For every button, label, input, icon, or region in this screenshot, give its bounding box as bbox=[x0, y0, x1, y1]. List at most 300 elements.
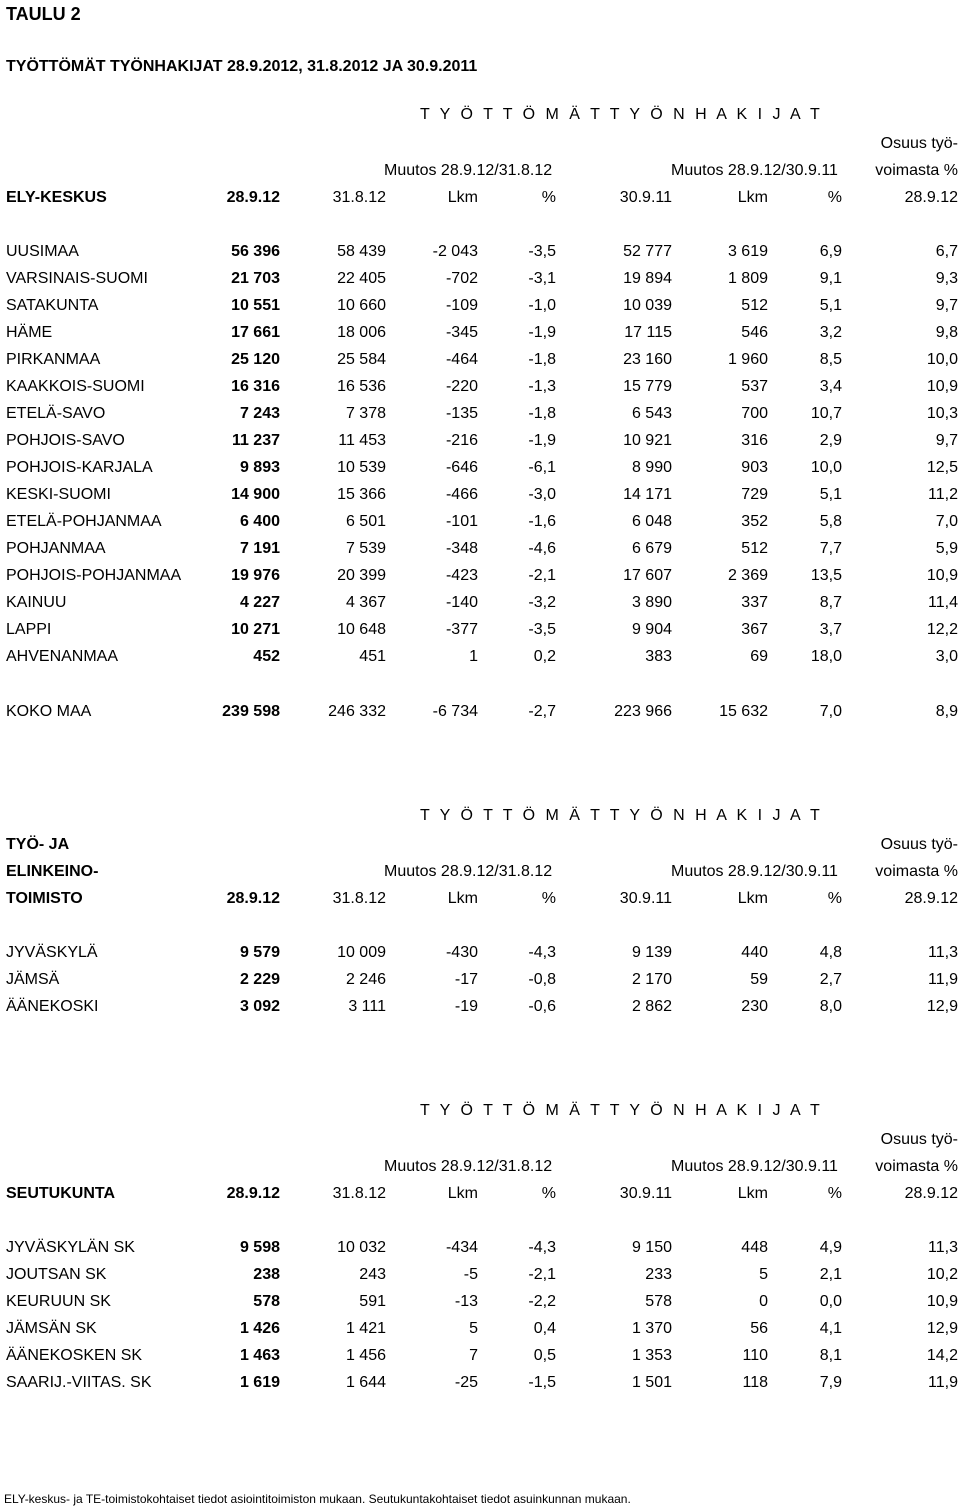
row-value: -1,9 bbox=[528, 324, 556, 341]
row-value: 512 bbox=[741, 540, 768, 557]
row-value: 233 bbox=[645, 1266, 672, 1283]
row-value: -140 bbox=[445, 594, 478, 611]
header-change-year: Muutos 28.9.12/30.9.11 bbox=[671, 1158, 838, 1175]
row-value: -1,9 bbox=[528, 432, 556, 449]
table-row bbox=[0, 402, 960, 428]
row-value: 56 396 bbox=[231, 243, 280, 260]
column-header: 31.8.12 bbox=[332, 1185, 386, 1202]
row-value: 700 bbox=[741, 405, 768, 422]
header-osuus-line-1: Osuus työ- bbox=[880, 836, 958, 853]
row-label: POHJOIS-SAVO bbox=[6, 432, 125, 449]
row-value: -2,1 bbox=[528, 1266, 556, 1283]
row-value: -702 bbox=[445, 270, 478, 287]
row-value: 22 405 bbox=[337, 270, 386, 287]
row-value: 729 bbox=[741, 486, 768, 503]
row-value: 243 bbox=[359, 1266, 386, 1283]
row-label: JÄMSÄN SK bbox=[6, 1320, 97, 1337]
row-value: -1,8 bbox=[528, 351, 556, 368]
row-value: -464 bbox=[445, 351, 478, 368]
total-value: 8,9 bbox=[935, 703, 958, 720]
row-value: 6,9 bbox=[819, 243, 842, 260]
row-value: -19 bbox=[454, 998, 478, 1015]
row-value: 56 bbox=[750, 1320, 768, 1337]
row-value: 17 661 bbox=[231, 324, 280, 341]
header-osuus-line-2: voimasta % bbox=[875, 1158, 958, 1175]
column-header: 28.9.12 bbox=[226, 189, 280, 206]
row-value: 9,7 bbox=[935, 297, 958, 314]
row-value: 7 539 bbox=[345, 540, 386, 557]
row-value: 10 271 bbox=[231, 621, 280, 638]
row-value: 7 378 bbox=[345, 405, 386, 422]
row-value: 10 032 bbox=[337, 1239, 386, 1256]
column-header: Lkm bbox=[447, 1185, 478, 1202]
row-value: 10,9 bbox=[926, 567, 958, 584]
row-value: 440 bbox=[741, 944, 768, 961]
header-label-line-3: TOIMISTO bbox=[6, 890, 83, 907]
row-value: -2 043 bbox=[432, 243, 478, 260]
table-number: TAULU 2 bbox=[6, 4, 81, 24]
row-value: 11,3 bbox=[928, 1239, 958, 1256]
row-value: 1 463 bbox=[239, 1347, 280, 1364]
row-value: 13,5 bbox=[810, 567, 842, 584]
row-value: -345 bbox=[445, 324, 478, 341]
row-value: 4,8 bbox=[819, 944, 842, 961]
row-value: 9,7 bbox=[935, 432, 958, 449]
row-value: 58 439 bbox=[337, 243, 386, 260]
row-label: JYVÄSKYLÄ bbox=[6, 944, 98, 961]
table-row bbox=[0, 1344, 960, 1370]
row-label: UUSIMAA bbox=[6, 243, 79, 260]
row-value: 1 bbox=[469, 648, 478, 665]
row-value: 15 366 bbox=[337, 486, 386, 503]
row-value: 7,0 bbox=[935, 513, 958, 530]
header-osuus-line-1: Osuus työ- bbox=[880, 1131, 958, 1148]
row-value: 2 170 bbox=[631, 971, 672, 988]
row-value: -646 bbox=[445, 459, 478, 476]
row-value: 9 598 bbox=[239, 1239, 280, 1256]
table-banner: T Y Ö T T Ö M Ä T T Y Ö N H A K I J A T bbox=[420, 807, 823, 824]
column-header: 28.9.12 bbox=[904, 1185, 958, 1202]
row-value: -3,1 bbox=[528, 270, 556, 287]
table-title: TYÖTTÖMÄT TYÖNHAKIJAT 28.9.2012, 31.8.2012 JA 30.9.2011 bbox=[6, 58, 478, 75]
table-row bbox=[0, 537, 960, 563]
row-value: 10 009 bbox=[337, 944, 386, 961]
row-value: 25 584 bbox=[337, 351, 386, 368]
footnote: ELY-keskus- ja TE-toimistokohtaiset tiedot asiointitoimiston mukaan. Seutukuntakohtaiset tiedot asuinkunnan mukaan. bbox=[4, 1492, 631, 1506]
row-value: 9 893 bbox=[239, 459, 280, 476]
row-value: 69 bbox=[750, 648, 768, 665]
row-value: 1 619 bbox=[239, 1374, 280, 1391]
row-value: -5 bbox=[463, 1266, 478, 1283]
row-value: 367 bbox=[741, 621, 768, 638]
column-header: % bbox=[541, 189, 556, 206]
column-header: % bbox=[827, 1185, 842, 1202]
row-label: SATAKUNTA bbox=[6, 297, 99, 314]
row-value: 1 353 bbox=[631, 1347, 672, 1364]
row-value: 11,3 bbox=[928, 944, 958, 961]
row-value: 4,9 bbox=[819, 1239, 842, 1256]
row-value: -2,2 bbox=[528, 1293, 556, 1310]
row-value: 0,2 bbox=[533, 648, 556, 665]
row-label: POHJANMAA bbox=[6, 540, 106, 557]
row-value: 5,1 bbox=[819, 486, 842, 503]
row-label: KAAKKOIS-SUOMI bbox=[6, 378, 145, 395]
table-section-1 bbox=[0, 106, 960, 720]
row-value: 5,1 bbox=[819, 297, 842, 314]
row-value: 18,0 bbox=[810, 648, 842, 665]
row-value: -216 bbox=[445, 432, 478, 449]
table-row bbox=[0, 429, 960, 455]
row-value: 8,1 bbox=[819, 1347, 842, 1364]
row-value: 12,9 bbox=[926, 998, 958, 1015]
row-value: 17 607 bbox=[623, 567, 672, 584]
row-value: 6 400 bbox=[239, 513, 280, 530]
column-header: 28.9.12 bbox=[904, 890, 958, 907]
row-value: 12,9 bbox=[926, 1320, 958, 1337]
row-value: 10,9 bbox=[926, 1293, 958, 1310]
row-value: 3 619 bbox=[727, 243, 768, 260]
row-label: VARSINAIS-SUOMI bbox=[6, 270, 148, 287]
row-value: 9 904 bbox=[631, 621, 672, 638]
row-label: LAPPI bbox=[6, 621, 52, 638]
table-row bbox=[0, 1371, 960, 1397]
row-value: -423 bbox=[445, 567, 478, 584]
row-value: 15 779 bbox=[623, 378, 672, 395]
row-value: 3,4 bbox=[819, 378, 842, 395]
row-value: -348 bbox=[445, 540, 478, 557]
row-value: 3,2 bbox=[819, 324, 842, 341]
row-value: 5 bbox=[759, 1266, 768, 1283]
row-value: 12,5 bbox=[926, 459, 958, 476]
row-value: 2 229 bbox=[239, 971, 280, 988]
table-row bbox=[0, 941, 960, 967]
row-value: 8,5 bbox=[819, 351, 842, 368]
row-value: 10 551 bbox=[231, 297, 280, 314]
header-label-line-1: TYÖ- JA bbox=[6, 836, 70, 853]
row-value: -1,3 bbox=[528, 378, 556, 395]
row-value: -0,8 bbox=[528, 971, 556, 988]
row-value: 903 bbox=[741, 459, 768, 476]
row-value: -434 bbox=[445, 1239, 478, 1256]
header-osuus-line-2: voimasta % bbox=[875, 863, 958, 880]
column-header: 31.8.12 bbox=[332, 890, 386, 907]
table-row bbox=[0, 483, 960, 509]
row-label: ETELÄ-POHJANMAA bbox=[6, 513, 162, 530]
row-value: 8,0 bbox=[819, 998, 842, 1015]
row-value: 1 426 bbox=[239, 1320, 280, 1337]
row-value: -13 bbox=[454, 1293, 478, 1310]
row-value: 1 421 bbox=[345, 1320, 386, 1337]
table-row bbox=[0, 294, 960, 320]
row-value: 52 777 bbox=[623, 243, 672, 260]
header-change-year: Muutos 28.9.12/30.9.11 bbox=[671, 162, 838, 179]
row-value: 16 536 bbox=[337, 378, 386, 395]
column-header: Lkm bbox=[447, 189, 478, 206]
row-value: 10,3 bbox=[926, 405, 958, 422]
row-value: 7,9 bbox=[819, 1374, 842, 1391]
row-value: 9 579 bbox=[239, 944, 280, 961]
column-header: % bbox=[541, 890, 556, 907]
row-value: 9,8 bbox=[935, 324, 958, 341]
table-section-2 bbox=[0, 807, 960, 1015]
row-label: HÄME bbox=[6, 324, 53, 341]
row-value: 383 bbox=[645, 648, 672, 665]
row-value: 19 976 bbox=[231, 567, 280, 584]
row-value: 10,0 bbox=[810, 459, 842, 476]
row-value: 2,9 bbox=[819, 432, 842, 449]
row-value: 1 501 bbox=[631, 1374, 672, 1391]
row-value: 118 bbox=[742, 1374, 768, 1391]
row-label: ÄÄNEKOSKI bbox=[6, 998, 99, 1015]
header-osuus-line-1: Osuus työ- bbox=[880, 135, 958, 152]
row-value: -430 bbox=[445, 944, 478, 961]
table-row bbox=[0, 564, 960, 590]
row-value: 8 990 bbox=[631, 459, 672, 476]
row-value: 9,3 bbox=[935, 270, 958, 287]
row-value: 7 243 bbox=[239, 405, 280, 422]
row-value: 17 115 bbox=[624, 324, 672, 341]
row-value: -3,2 bbox=[528, 594, 556, 611]
column-header: % bbox=[541, 1185, 556, 1202]
row-value: 316 bbox=[741, 432, 768, 449]
row-value: 11,4 bbox=[928, 594, 958, 611]
row-value: 1 809 bbox=[727, 270, 768, 287]
row-value: 9 139 bbox=[631, 944, 672, 961]
row-value: 10 648 bbox=[337, 621, 386, 638]
row-value: 546 bbox=[741, 324, 768, 341]
total-value: 7,0 bbox=[819, 703, 842, 720]
row-value: 18 006 bbox=[337, 324, 386, 341]
row-value: -4,3 bbox=[528, 944, 556, 961]
row-value: 352 bbox=[741, 513, 768, 530]
total-value: 15 632 bbox=[719, 703, 768, 720]
column-header: Lkm bbox=[737, 1185, 768, 1202]
row-value: 3,0 bbox=[935, 648, 958, 665]
row-value: 9 150 bbox=[631, 1239, 672, 1256]
row-value: 16 316 bbox=[231, 378, 280, 395]
row-value: 110 bbox=[742, 1347, 768, 1364]
row-value: -25 bbox=[454, 1374, 478, 1391]
row-value: 19 894 bbox=[623, 270, 672, 287]
row-label: SAARIJ.-VIITAS. SK bbox=[6, 1374, 152, 1391]
row-value: -1,6 bbox=[528, 513, 556, 530]
row-label: KAINUU bbox=[6, 594, 67, 611]
row-label: JOUTSAN SK bbox=[6, 1266, 107, 1283]
row-value: 11,9 bbox=[928, 971, 958, 988]
column-header: 31.8.12 bbox=[332, 189, 386, 206]
row-value: 14 171 bbox=[623, 486, 672, 503]
total-value: 223 966 bbox=[614, 703, 672, 720]
table-row bbox=[0, 321, 960, 347]
row-value: 2,1 bbox=[819, 1266, 842, 1283]
row-value: 512 bbox=[741, 297, 768, 314]
row-value: 23 160 bbox=[623, 351, 672, 368]
header-change-month: Muutos 28.9.12/31.8.12 bbox=[384, 1158, 553, 1175]
row-value: 11 453 bbox=[338, 432, 386, 449]
row-value: 10 660 bbox=[337, 297, 386, 314]
row-value: 0,0 bbox=[819, 1293, 842, 1310]
row-label: PIRKANMAA bbox=[6, 351, 101, 368]
row-value: 0 bbox=[759, 1293, 768, 1310]
header-label-line-3: ELY-KESKUS bbox=[6, 189, 107, 206]
row-value: 21 703 bbox=[231, 270, 280, 287]
row-label: JÄMSÄ bbox=[6, 971, 60, 988]
row-value: 1 370 bbox=[631, 1320, 672, 1337]
table-banner: T Y Ö T T Ö M Ä T T Y Ö N H A K I J A T bbox=[420, 1102, 823, 1119]
table-banner: T Y Ö T T Ö M Ä T T Y Ö N H A K I J A T bbox=[420, 106, 823, 123]
row-value: -109 bbox=[445, 297, 478, 314]
header-label-line-3: SEUTUKUNTA bbox=[6, 1185, 116, 1202]
row-value: -135 bbox=[445, 405, 478, 422]
row-value: 25 120 bbox=[231, 351, 280, 368]
row-value: 2,7 bbox=[819, 971, 842, 988]
row-value: 4 227 bbox=[239, 594, 280, 611]
row-value: 238 bbox=[253, 1266, 280, 1283]
row-value: 578 bbox=[645, 1293, 672, 1310]
row-value: -0,6 bbox=[528, 998, 556, 1015]
row-value: 20 399 bbox=[337, 567, 386, 584]
table-row bbox=[0, 1317, 960, 1343]
column-header: % bbox=[827, 890, 842, 907]
row-value: 7 191 bbox=[239, 540, 280, 557]
row-value: 337 bbox=[741, 594, 768, 611]
row-value: 14 900 bbox=[231, 486, 280, 503]
column-header: Lkm bbox=[447, 890, 478, 907]
column-header: 30.9.11 bbox=[619, 890, 672, 907]
row-value: 5,8 bbox=[819, 513, 842, 530]
row-value: 10,0 bbox=[926, 351, 958, 368]
row-label: JYVÄSKYLÄN SK bbox=[6, 1239, 135, 1256]
row-value: -377 bbox=[445, 621, 478, 638]
row-value: -6,1 bbox=[528, 459, 556, 476]
table-row bbox=[0, 456, 960, 482]
row-value: -4,6 bbox=[528, 540, 556, 557]
table-row bbox=[0, 240, 960, 266]
row-value: 451 bbox=[359, 648, 386, 665]
row-value: -1,0 bbox=[528, 297, 556, 314]
row-value: -2,1 bbox=[528, 567, 556, 584]
row-value: 14,2 bbox=[926, 1347, 958, 1364]
row-label: ETELÄ-SAVO bbox=[6, 405, 106, 422]
row-value: -220 bbox=[445, 378, 478, 395]
table-row bbox=[0, 618, 960, 644]
row-value: 59 bbox=[750, 971, 768, 988]
row-value: 1 456 bbox=[345, 1347, 386, 1364]
row-value: 7,7 bbox=[819, 540, 842, 557]
table-row bbox=[0, 348, 960, 374]
row-value: 578 bbox=[253, 1293, 280, 1310]
row-value: 7 bbox=[469, 1347, 478, 1364]
row-value: 591 bbox=[359, 1293, 386, 1310]
header-osuus-line-2: voimasta % bbox=[875, 162, 958, 179]
header-label-line-2: ELINKEINO- bbox=[6, 863, 99, 880]
table-row bbox=[0, 1236, 960, 1262]
row-value: -4,3 bbox=[528, 1239, 556, 1256]
row-value: 6 048 bbox=[631, 513, 672, 530]
row-value: 4,1 bbox=[819, 1320, 842, 1337]
total-value: -6 734 bbox=[432, 703, 478, 720]
row-value: 1 644 bbox=[345, 1374, 386, 1391]
row-value: 11,9 bbox=[928, 1374, 958, 1391]
header-change-month: Muutos 28.9.12/31.8.12 bbox=[384, 162, 553, 179]
row-value: 11,2 bbox=[928, 486, 958, 503]
row-value: 5 bbox=[469, 1320, 478, 1337]
row-value: 12,2 bbox=[926, 621, 958, 638]
row-value: 2 369 bbox=[727, 567, 768, 584]
row-value: -101 bbox=[445, 513, 478, 530]
column-header: % bbox=[827, 189, 842, 206]
row-value: 2 246 bbox=[345, 971, 386, 988]
row-value: 5,9 bbox=[935, 540, 958, 557]
row-value: 0,4 bbox=[533, 1320, 556, 1337]
row-value: 10,7 bbox=[810, 405, 842, 422]
column-header: 28.9.12 bbox=[226, 1185, 280, 1202]
row-value: 10 539 bbox=[337, 459, 386, 476]
row-value: 10,9 bbox=[926, 378, 958, 395]
row-value: -3,5 bbox=[528, 621, 556, 638]
total-value: 239 598 bbox=[222, 703, 280, 720]
row-value: 6,7 bbox=[935, 243, 958, 260]
row-label: POHJOIS-KARJALA bbox=[6, 459, 153, 476]
table-row bbox=[0, 267, 960, 293]
total-value: 246 332 bbox=[328, 703, 386, 720]
table-row bbox=[0, 968, 960, 994]
table-row bbox=[0, 645, 960, 671]
row-value: -3,5 bbox=[528, 243, 556, 260]
row-value: 11 237 bbox=[231, 432, 280, 449]
row-label: POHJOIS-POHJANMAA bbox=[6, 567, 182, 584]
table-row bbox=[0, 375, 960, 401]
row-label: AHVENANMAA bbox=[6, 648, 119, 665]
table-section-3 bbox=[0, 1102, 960, 1391]
row-label: KEURUUN SK bbox=[6, 1293, 111, 1310]
row-value: 9,1 bbox=[819, 270, 842, 287]
row-value: 0,5 bbox=[533, 1347, 556, 1364]
row-value: -17 bbox=[454, 971, 478, 988]
column-header: 30.9.11 bbox=[619, 189, 672, 206]
row-label: ÄÄNEKOSKEN SK bbox=[6, 1347, 143, 1364]
row-value: 10 039 bbox=[623, 297, 672, 314]
header-change-month: Muutos 28.9.12/31.8.12 bbox=[384, 863, 553, 880]
row-value: -1,5 bbox=[528, 1374, 556, 1391]
column-header: 28.9.12 bbox=[904, 189, 958, 206]
row-value: 448 bbox=[741, 1239, 768, 1256]
row-value: 1 960 bbox=[727, 351, 768, 368]
row-value: 10 921 bbox=[623, 432, 672, 449]
row-value: -1,8 bbox=[528, 405, 556, 422]
header-change-year: Muutos 28.9.12/30.9.11 bbox=[671, 863, 838, 880]
row-value: 2 862 bbox=[631, 998, 672, 1015]
row-value: 4 367 bbox=[345, 594, 386, 611]
table-row bbox=[0, 1290, 960, 1316]
row-value: 6 501 bbox=[345, 513, 386, 530]
column-header: Lkm bbox=[737, 890, 768, 907]
total-value: -2,7 bbox=[528, 703, 556, 720]
table-row bbox=[0, 995, 960, 1021]
row-value: 3 111 bbox=[348, 998, 386, 1015]
table-row bbox=[0, 1263, 960, 1289]
table-row bbox=[0, 591, 960, 617]
row-value: -466 bbox=[445, 486, 478, 503]
row-value: 10,2 bbox=[926, 1266, 958, 1283]
row-value: 3,7 bbox=[819, 621, 842, 638]
row-value: 3 092 bbox=[239, 998, 280, 1015]
row-value: -3,0 bbox=[528, 486, 556, 503]
row-value: 230 bbox=[741, 998, 768, 1015]
column-header: 30.9.11 bbox=[619, 1185, 672, 1202]
row-value: 6 543 bbox=[631, 405, 672, 422]
column-header: Lkm bbox=[737, 189, 768, 206]
